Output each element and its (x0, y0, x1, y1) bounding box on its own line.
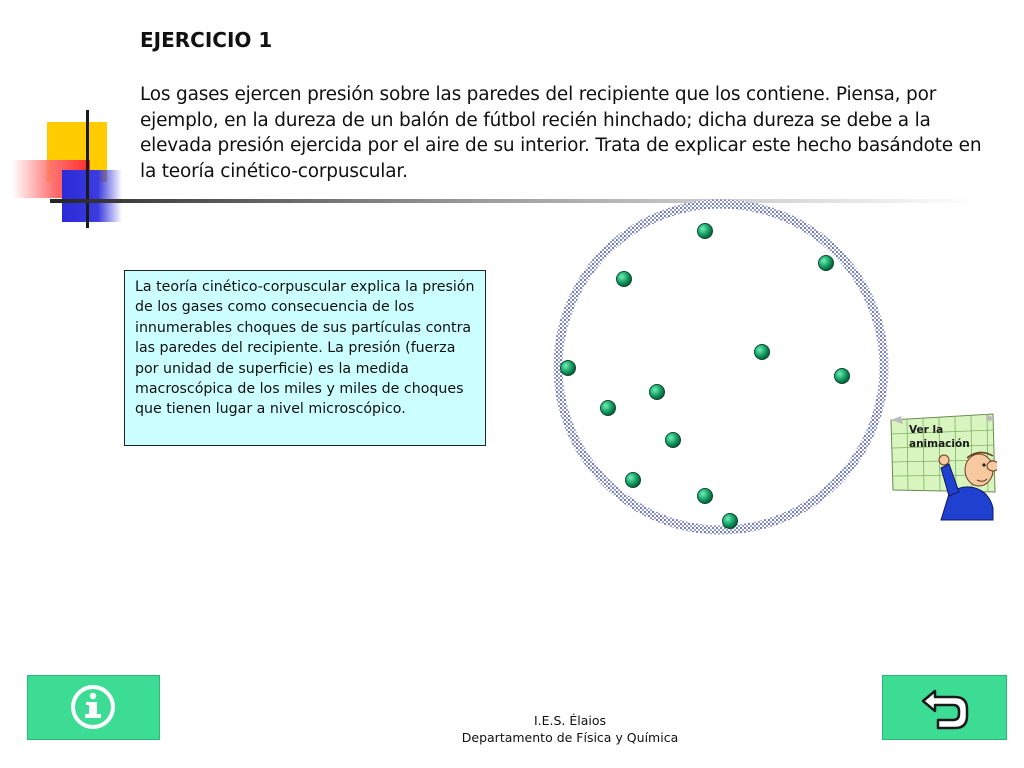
info-button[interactable] (27, 675, 160, 740)
view-animation-line2: animación (909, 438, 970, 450)
particle (755, 345, 770, 360)
particle (561, 361, 576, 376)
logo-vertical-line (86, 110, 89, 228)
info-icon (28, 676, 159, 739)
particle (819, 256, 834, 271)
view-animation-line1: Ver la (909, 424, 944, 436)
explanation-box: La teoría cinético-corpuscular explica la presión de los gases como consecuencia de los innumerables choques de sus partículas contra las paredes del recipiente. La presión (fuerza por unidad de superficie) es la medida macroscópica de los miles y miles de choques que tienen lugar a nivel microscópico. (124, 270, 486, 446)
page-title: EJERCICIO 1 (140, 28, 273, 52)
particle (698, 489, 713, 504)
return-arrow-icon (883, 676, 1006, 739)
particle (666, 433, 681, 448)
logo-blue-square (62, 170, 122, 222)
exercise-statement: Los gases ejercen presión sobre las paredes del recipiente que los contiene. Piensa, por ejemplo, en la dureza de un balón de fútbol recién hinchado; dicha dureza se debe a la elevada presión ejercida por el aire de su interior. Trata de explicar este hecho basándote en la teoría cinético-corpuscular. (140, 84, 982, 182)
footer-department: Departamento de Física y Química (461, 730, 679, 745)
particle (617, 272, 632, 287)
particle (626, 473, 641, 488)
footer (430, 712, 710, 746)
particle (601, 401, 616, 416)
return-button[interactable] (882, 675, 1007, 740)
gas-container-diagram (540, 195, 900, 540)
particle (835, 369, 850, 384)
particle (698, 224, 713, 239)
view-animation-label[interactable] (909, 423, 989, 451)
footer-school: I.E.S. Élaios (533, 713, 607, 728)
particle (650, 385, 665, 400)
particle (723, 514, 738, 529)
container-wall (558, 204, 884, 530)
